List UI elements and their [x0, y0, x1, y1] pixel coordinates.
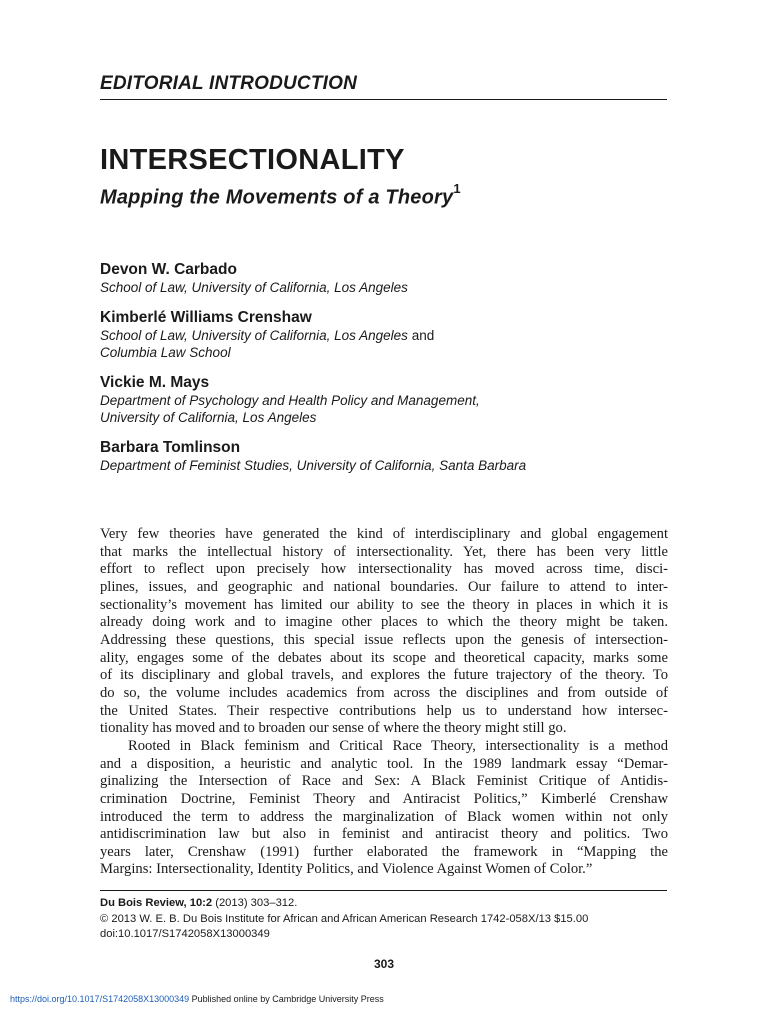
subtitle-text: Mapping the Movements of a Theory [100, 186, 454, 209]
article-subtitle [100, 181, 461, 210]
body-text [100, 526, 668, 879]
body-line: and a disposition, a heuristic and analytic tool. In the 1989 landmark essay “Demar- [100, 755, 668, 772]
body-line: sectionality’s movement has limited our ability to see the theory in places in which it is [100, 596, 668, 613]
author-affiliation: University of California, Los Angeles [100, 409, 317, 425]
body-line: crimination Doctrine, Feminist Theory and Antiracist Politics,” Kimberlé Crenshaw [100, 790, 668, 807]
author-affiliation: Department of Feminist Studies, University of California, Santa Barbara [100, 458, 527, 473]
author-block [100, 308, 434, 361]
author-affiliation [100, 328, 434, 345]
body-line: Addressing these questions, this special issue reflects upon the genesis of intersection- [100, 631, 668, 648]
body-line: Very few theories have generated the kind of interdisciplinary and global engagement [100, 526, 668, 542]
citation-footer [100, 896, 588, 943]
copyright-line: © 2013 W. E. B. Du Bois Institute for African and African American Research 1742-058X/13 $15.00 [100, 912, 589, 925]
author-affiliation: Columbia Law School [100, 344, 231, 360]
journal-name: Du Bois Review, 10:2 [100, 897, 213, 909]
body-line: Margins: Intersectionality, Identity Politics, and Violence Against Women of Color.” [100, 861, 593, 878]
body-line: tionality has moved and to broaden our sense of where the theory might still go. [100, 720, 567, 737]
author-name: Kimberlé Williams Crenshaw [100, 309, 312, 326]
body-line: ginalizing the Intersection of Race and Sex: A Black Feminist Critique of Antidis- [100, 773, 668, 790]
body-line: that marks the intellectual history of intersectionality. Yet, there has been very little [100, 543, 668, 560]
author-block [100, 373, 480, 426]
body-line: ality, engages some of the debates about its scope and theoretical capacity, marks some [100, 649, 668, 666]
section-label: EDITORIAL INTRODUCTION [100, 73, 358, 94]
page-number: 303 [373, 957, 395, 971]
author-name: Vickie M. Mays [100, 374, 210, 391]
body-line: effort to reflect upon precisely how intersectionality has moved across time, disci- [100, 561, 668, 578]
body-line: Rooted in Black feminism and Critical Race Theory, intersectionality is a method [128, 737, 668, 754]
body-line: do so, the volume includes academics from across the disciplines and from outside of [100, 684, 668, 701]
article-title: INTERSECTIONALITY [100, 144, 405, 176]
affiliation-joiner: and [411, 328, 435, 343]
doi-line: doi:10.1017/S1742058X13000349 [100, 928, 270, 941]
body-line: already doing work and to imagine other places to which the theory might be taken. [100, 614, 668, 631]
body-line: plines, issues, and geographic and national boundaries. Our failure to attend to inter- [100, 578, 668, 595]
footnote-marker[interactable]: 1 [453, 181, 461, 196]
author-name: Barbara Tomlinson [100, 439, 241, 456]
published-note: Published online by Cambridge University Press [189, 994, 384, 1004]
author-block [100, 260, 408, 297]
footer-divider [100, 890, 667, 891]
author-affiliation: School of Law, University of California, Los Angeles [100, 280, 408, 295]
body-line: years later, Crenshaw (1991) further elaborated the framework in “Mapping the [100, 843, 668, 860]
body-line: antidiscrimination law but also in feminist and antiracist theory and politics. Two [100, 826, 668, 843]
body-line: introduced the term to address the marginalization of Black women within not only [100, 808, 668, 825]
author-block [100, 438, 526, 475]
publisher-bar [10, 994, 384, 1004]
section-divider [100, 99, 667, 100]
journal-citation [100, 896, 588, 912]
journal-details: (2013) 303–312. [212, 897, 298, 909]
author-name: Devon W. Carbado [100, 261, 237, 278]
doi-link[interactable]: https://doi.org/10.1017/S1742058X13000349 [10, 994, 190, 1004]
affiliation-line: School of Law, University of California, Los Angeles [100, 328, 408, 343]
body-line: the United States. Their respective contributions help us to understand how intersec- [100, 702, 668, 719]
body-line: of its disciplinary and global travels, and explores the future trajectory of the theory. To [100, 667, 668, 684]
author-affiliation: Department of Psychology and Health Policy and Management, [100, 393, 480, 408]
